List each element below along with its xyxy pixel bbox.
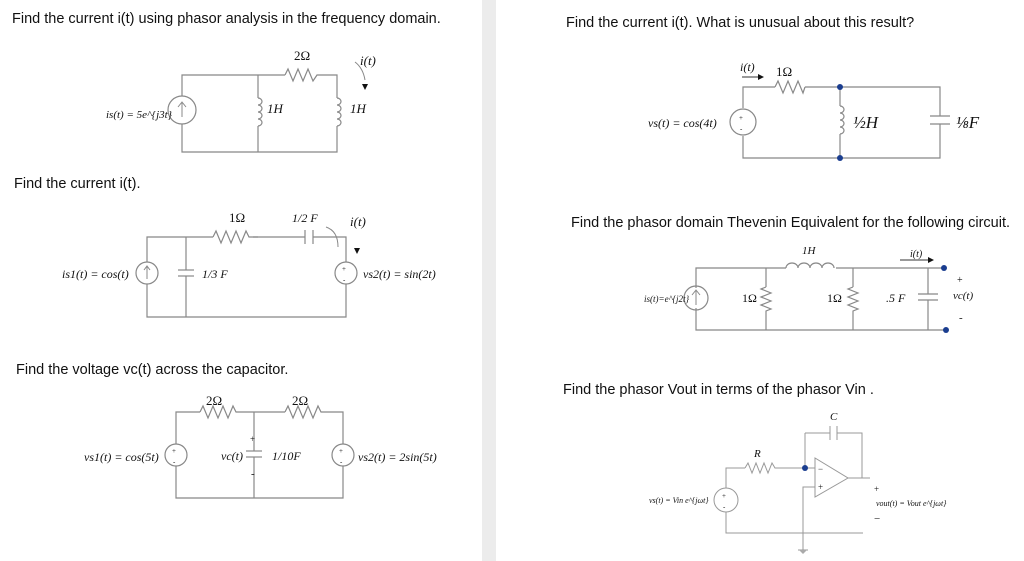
source-label: is(t) = 5e^{j3t} [106, 109, 173, 121]
resistor-zigzag [761, 287, 771, 315]
resistor-zigzag [745, 463, 780, 473]
circuit-2 [62, 210, 436, 317]
resistor-label: 2Ω [292, 393, 309, 408]
question-1: Find the current i(t) using phasor analysis in the frequency domain. [12, 11, 441, 27]
inductor-label: ½H [853, 113, 879, 132]
capacitor-label: 1/2 F [292, 211, 318, 225]
source-label: vs(t) = Vin e^{jωt} [649, 496, 709, 505]
plus-sign: + [874, 484, 880, 494]
resistor-label: 1Ω [742, 291, 757, 305]
resistor-label: 2Ω [294, 48, 311, 63]
ground-icon [799, 550, 807, 554]
current-label: i(t) [350, 214, 366, 229]
svg-text:+: + [739, 114, 743, 122]
capacitor-label: 1/3 F [202, 267, 228, 281]
resistor-label: 1Ω [827, 291, 842, 305]
arrow-head-icon [928, 257, 934, 263]
resistor-zigzag [775, 81, 805, 93]
node-dot [837, 84, 843, 90]
plus-sign: + [250, 434, 256, 444]
voltage-source-icon [335, 262, 357, 284]
current-label: i(t) [740, 60, 755, 74]
source-label: vs2(t) = 2sin(5t) [358, 450, 437, 464]
circuit-3 [84, 393, 437, 498]
circuit-4 [648, 60, 980, 161]
circuit-1 [106, 48, 376, 152]
inductor-label: 1H [267, 101, 283, 116]
voltage-source-icon [730, 109, 756, 135]
source-label: is(t)=e^{j2t} [644, 294, 690, 304]
svg-text:-: - [723, 503, 726, 511]
node-dot [802, 465, 808, 471]
output-label: vout(t) = Vout e^{jωt} [876, 499, 947, 508]
capacitor-label: .5 F [886, 291, 906, 305]
arrow-head-icon [758, 74, 764, 80]
circuit-6 [649, 411, 947, 554]
resistor-zigzag [848, 287, 858, 315]
resistor-zigzag [213, 231, 258, 243]
vc-label: vc(t) [953, 290, 974, 302]
source-label: vs1(t) = cos(5t) [84, 450, 159, 464]
arrow-head-icon [354, 248, 360, 254]
capacitor-label: ⅛F [956, 113, 980, 132]
minus-sign: - [251, 468, 255, 480]
terminal-dot [941, 265, 947, 271]
question-2: Find the current i(t). [14, 176, 141, 192]
svg-text:+: + [339, 447, 343, 455]
opamp-minus: − [818, 464, 824, 474]
minus-sign: − [874, 513, 881, 525]
source-label: vs(t) = cos(4t) [648, 116, 717, 130]
svg-text:-: - [740, 125, 743, 133]
svg-text:+: + [722, 492, 726, 500]
resistor-label: R [754, 448, 761, 460]
question-3: Find the voltage vc(t) across the capacitor. [16, 362, 289, 378]
svg-text:-: - [173, 458, 176, 466]
resistor-zigzag [285, 69, 320, 81]
source-label: vs2(t) = sin(2t) [363, 267, 436, 281]
svg-text:-: - [343, 276, 346, 284]
inductor-coil [337, 98, 341, 126]
current-label: i(t) [910, 249, 923, 260]
plus-sign: + [957, 275, 963, 286]
inductor-label: 1H [350, 101, 366, 116]
circuit-5 [644, 245, 973, 333]
current-label: i(t) [360, 53, 376, 68]
voltage-source-icon [332, 444, 354, 466]
opamp-plus: + [818, 482, 824, 492]
node-dot [837, 155, 843, 161]
terminal-dot [943, 327, 949, 333]
inductor-label: 1H [802, 245, 816, 257]
question-4: Find the current i(t). What is unusual about this result? [566, 15, 915, 31]
inductor-coil [258, 98, 262, 126]
resistor-label: 2Ω [206, 393, 223, 408]
resistor-label: 1Ω [776, 64, 793, 79]
svg-text:-: - [340, 458, 343, 466]
voltage-source-icon [714, 488, 738, 512]
capacitor-label: C [830, 411, 838, 423]
inductor-coil [840, 106, 844, 134]
minus-sign: - [959, 312, 963, 324]
source-label: is1(t) = cos(t) [62, 267, 129, 281]
question-6: Find the phasor Vout in terms of the phasor Vin . [563, 382, 874, 398]
capacitor-label: 1/10F [272, 449, 301, 463]
svg-text:+: + [172, 447, 176, 455]
voltage-source-icon [165, 444, 187, 466]
arrow-head-icon [362, 84, 368, 90]
vc-label: vc(t) [221, 449, 243, 463]
resistor-label: 1Ω [229, 210, 246, 225]
svg-text:+: + [342, 265, 346, 273]
question-5: Find the phasor domain Thevenin Equivalent for the following circuit. [571, 215, 1011, 231]
inductor-coil [786, 263, 834, 268]
